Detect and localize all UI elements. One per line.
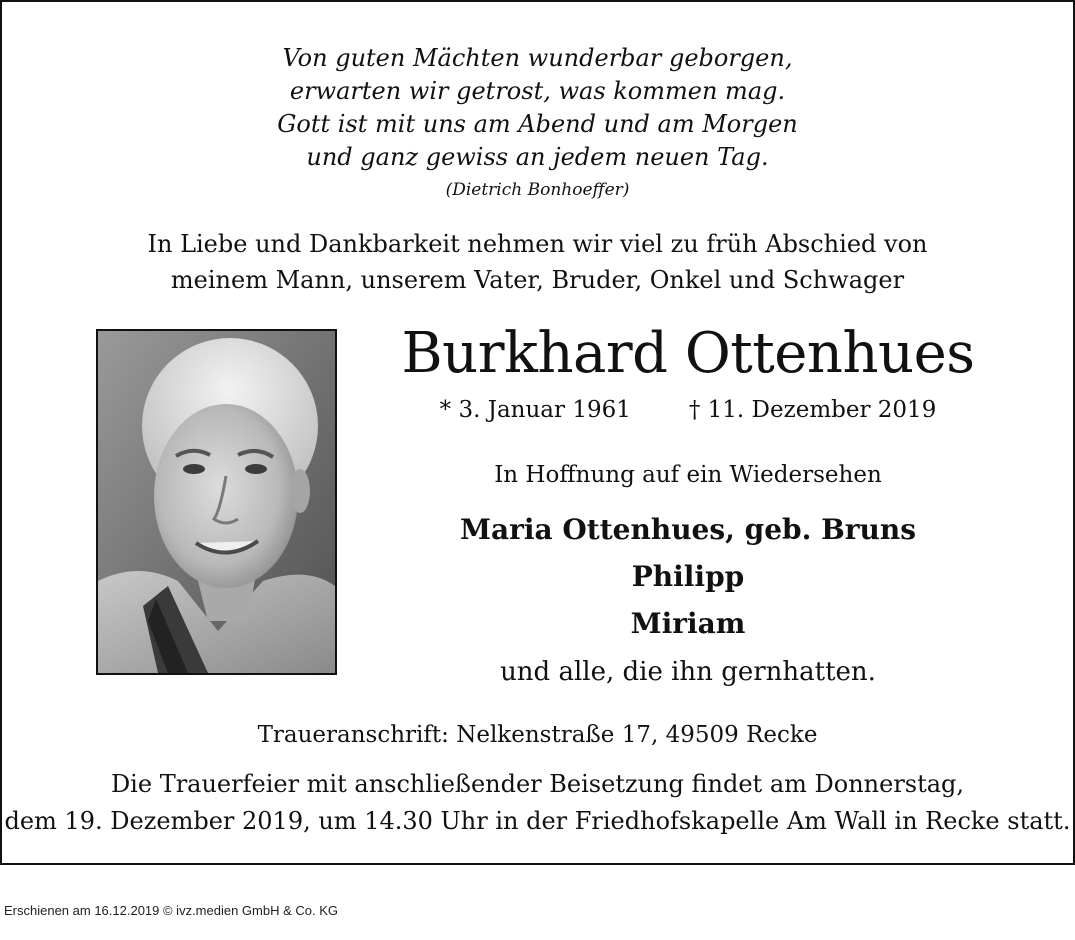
hope-line: In Hoffnung auf ein Wiedersehen	[494, 462, 882, 488]
mourner-name: Philipp	[631, 560, 745, 593]
publication-footer: Erschienen am 16.12.2019 © ivz.medien GmbH & Co. KG	[4, 903, 339, 918]
ceremony-info	[2, 766, 1073, 840]
death-date: † 11. Dezember 2019	[688, 397, 937, 423]
poem-line: erwarten wir getrost, was kommen mag.	[289, 77, 786, 105]
intro-text	[2, 226, 1073, 298]
mourner-name: Maria Ottenhues, geb. Bruns	[460, 513, 916, 546]
ceremony-line: Die Trauerfeier mit anschließender Beisetzung findet am Donnerstag,	[110, 770, 965, 798]
portrait-photo	[96, 329, 337, 675]
poem-line: Gott ist mit uns am Abend und am Morgen	[277, 110, 798, 138]
other-mourners: und alle, die ihn gernhatten.	[500, 657, 876, 687]
birth-date: * 3. Januar 1961	[439, 397, 631, 423]
deceased-name: Burkhard Ottenhues	[401, 321, 975, 386]
poem-line: und ganz gewiss an jedem neuen Tag.	[306, 143, 769, 171]
intro-line: meinem Mann, unserem Vater, Bruder, Onkel und Schwager	[170, 266, 905, 294]
poem-attribution: (Dietrich Bonhoeffer)	[445, 180, 630, 200]
poem-line: Von guten Mächten wunderbar geborgen,	[282, 44, 793, 72]
mourner-name: Miriam	[630, 607, 746, 640]
poem	[2, 42, 1073, 174]
mourning-address: Traueranschrift: Nelkenstraße 17, 49509 Recke	[257, 722, 818, 748]
intro-line: In Liebe und Dankbarkeit nehmen wir viel zu früh Abschied von	[147, 230, 928, 258]
life-dates	[398, 394, 978, 426]
ceremony-line: dem 19. Dezember 2019, um 14.30 Uhr in der Friedhofskapelle Am Wall in Recke statt.	[4, 807, 1071, 835]
